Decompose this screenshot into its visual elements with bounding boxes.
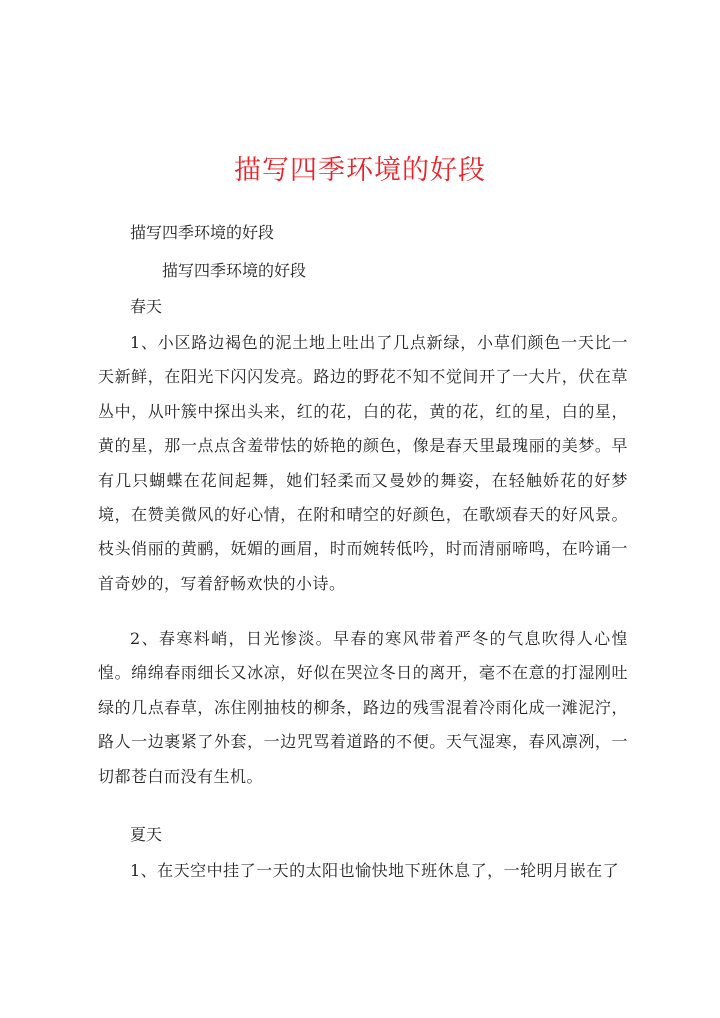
section-heading-spring: 春天 — [130, 297, 163, 316]
document-title: 描写四季环境的好段 — [234, 155, 486, 186]
section-heading-summer: 夏天 — [130, 825, 163, 844]
paragraph-summer-1: 1、在天空中挂了一天的太阳也愉快地下班休息了，一轮明月嵌在了 — [130, 861, 620, 880]
paragraph-spring-1: 1、小区路边褐色的泥土地上吐出了几点新绿，小草们颜色一天比一天新鲜，在阳光下闪闪发亮。路边的野花不知不觉间开了一大片，伏在草丛中，从叶簇中探出头来，红的花，白的花，黄的花，红的星，白的星，黄的星，那一点点含羞带怯的娇艳的颜色，像是春天里最瑰丽的美梦。早有几只蝴蝶在花间起舞，她们轻柔而又曼妙的舞姿，在轻触娇花的好梦境，在赞美微风的好心情，在附和晴空的好颜色，在歌颂春天的好风景。枝头俏丽的黄鹂，妩媚的画眉，时而婉转低吟，时而清丽啼鸣，在吟诵一首奇妙的，写着舒畅欢快的小诗。 — [98, 333, 628, 593]
subtitle-indented-line: 描写四季环境的好段 — [162, 261, 307, 280]
subtitle-line: 描写四季环境的好段 — [130, 223, 275, 242]
paragraph-spring-2: 2、春寒料峭，日光惨淡。早春的寒风带着严冬的气息吹得人心惶惶。绵绵春雨细长又冰凉，好似在哭泣冬日的离开，毫不在意的打湿刚吐绿的几点春草，冻住刚抽枝的柳条，路边的残雪混着冷雨化成一滩泥泞，路人一边裹紧了外套，一边咒骂着道路的不便。天气湿寒，春风凛冽，一切都苍白而没有生机。 — [98, 629, 628, 786]
